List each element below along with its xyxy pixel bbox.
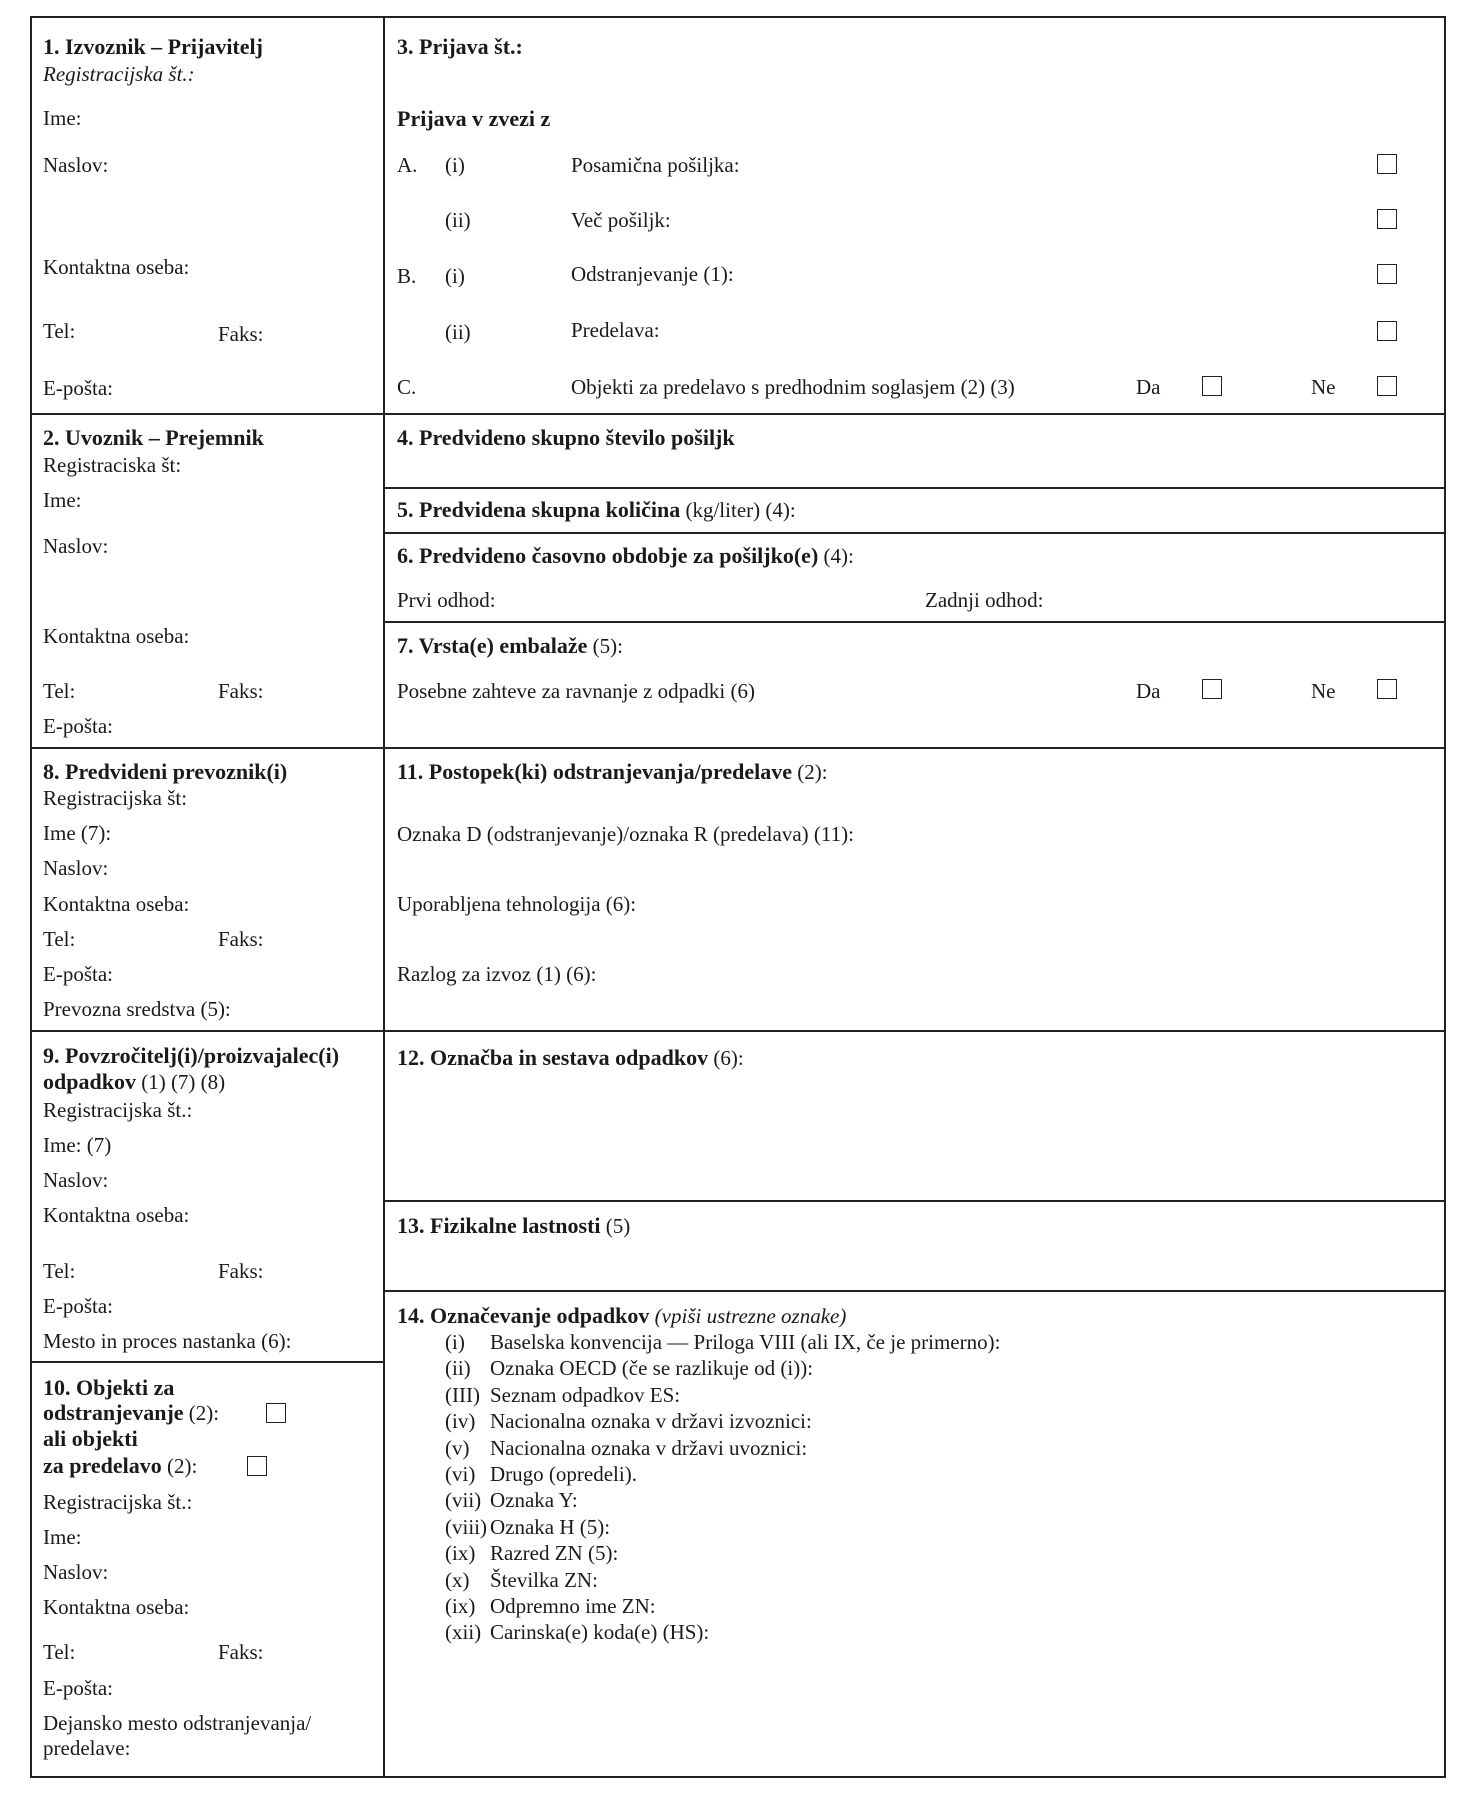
box1-title: 1. Izvoznik – Prijavitelj bbox=[43, 34, 263, 59]
box10-site-line1: Dejansko mesto odstranjevanja/ bbox=[43, 1711, 312, 1735]
box14-item-number: (x) bbox=[445, 1567, 470, 1592]
box12-line bbox=[397, 1047, 744, 1069]
box10-contact: Kontaktna oseba: bbox=[43, 1595, 190, 1619]
box14-item-number: (xii) bbox=[445, 1620, 482, 1645]
box8-email: E-pošta: bbox=[43, 962, 113, 986]
disposal-checkbox[interactable] bbox=[1377, 264, 1397, 284]
box9-process: Mesto in proces nastanka (6): bbox=[43, 1329, 292, 1353]
box8-name: Ime (7): bbox=[43, 821, 112, 845]
box13-line bbox=[397, 1215, 630, 1237]
box14-item-number: (ix) bbox=[445, 1594, 476, 1618]
box14-item-number: (ix) bbox=[445, 1541, 476, 1566]
preconsented-no-checkbox[interactable] bbox=[1377, 376, 1397, 396]
box11-reason: Razlog za izvoz (1) (6): bbox=[397, 962, 597, 986]
box6-note: (4): bbox=[823, 544, 854, 568]
box3-row-a2-label: Več pošiljk: bbox=[571, 208, 671, 232]
box7-title: 7. Vrsta(e) embalaže bbox=[397, 633, 588, 658]
box1-name: Ime: bbox=[43, 106, 82, 130]
divider-box8-box9 bbox=[30, 1030, 1446, 1032]
divider-box12-box13 bbox=[384, 1200, 1446, 1202]
divider-box6-box7 bbox=[384, 621, 1446, 623]
box9-address: Naslov: bbox=[43, 1168, 109, 1192]
box11-line bbox=[397, 761, 828, 783]
box14-heading bbox=[397, 1305, 846, 1327]
box8-fax: Faks: bbox=[218, 927, 264, 951]
divider-box2-box8 bbox=[30, 747, 1446, 749]
box6-last-departure: Zadnji odhod: bbox=[925, 588, 1044, 612]
box3-row-b-letter: B. bbox=[397, 264, 417, 288]
box10-disposal-label: odstranjevanje bbox=[43, 1400, 184, 1425]
box6-line bbox=[397, 545, 854, 567]
box3-title: 3. Prijava št.: bbox=[397, 34, 523, 59]
box14-item-text: Baselska konvencija — Priloga VIII (ali IX, če je primerno): bbox=[490, 1330, 1001, 1354]
box11-technology: Uporabljena tehnologija (6): bbox=[397, 892, 637, 916]
box8-registration: Registracijska št: bbox=[43, 786, 188, 810]
box14-item-number: (iv) bbox=[445, 1409, 476, 1434]
box13-title: 13. Fizikalne lastnosti bbox=[397, 1213, 601, 1238]
divider-box4-box5 bbox=[384, 487, 1446, 489]
multiple-shipments-checkbox[interactable] bbox=[1377, 209, 1397, 229]
box10-address: Naslov: bbox=[43, 1560, 109, 1584]
box2-tel: Tel: bbox=[43, 679, 76, 703]
box7-special-handling bbox=[397, 681, 755, 702]
box10-title-line1: 10. Objekti za bbox=[43, 1375, 175, 1400]
box7-no-label: Ne bbox=[1311, 679, 1336, 703]
box10-registration: Registracijska št.: bbox=[43, 1490, 193, 1514]
box14-item-number: (v) bbox=[445, 1435, 470, 1460]
box11-code: Oznaka D (odstranjevanje)/oznaka R (predelava) (11): bbox=[397, 822, 854, 846]
box14-item-number: (i) bbox=[445, 1330, 465, 1354]
box2-address: Naslov: bbox=[43, 534, 109, 558]
box9-title-line2 bbox=[43, 1071, 225, 1093]
box10-title-line2 bbox=[43, 1402, 219, 1424]
box8-address: Naslov: bbox=[43, 856, 109, 880]
box14-item-text: Odpremno ime ZN: bbox=[490, 1594, 656, 1618]
divider-box13-box14 bbox=[384, 1290, 1446, 1292]
box3-row-c-text: Objekti za predelavo s predhodnim soglasjem bbox=[571, 375, 956, 399]
box14-item-number: (ii) bbox=[445, 1356, 471, 1381]
box7-yes-label: Da bbox=[1136, 679, 1161, 703]
box10-recovery-label: za predelavo bbox=[43, 1453, 162, 1478]
box1-address: Naslov: bbox=[43, 153, 109, 177]
box14-title: 14. Označevanje odpadkov bbox=[397, 1303, 650, 1328]
recovery-facility-checkbox[interactable] bbox=[247, 1456, 267, 1476]
box11-title: 11. Postopek(ki) odstranjevanja/predelave bbox=[397, 759, 792, 784]
box14-item-number: (vi) bbox=[445, 1462, 476, 1486]
box14-item-text: Seznam odpadkov ES: bbox=[490, 1382, 681, 1407]
box9-email: E-pošta: bbox=[43, 1294, 113, 1318]
box3-row-c-label bbox=[571, 377, 1015, 398]
box14-item-number: (viii) bbox=[445, 1514, 487, 1539]
box10-tel: Tel: bbox=[43, 1640, 76, 1664]
column-divider bbox=[383, 16, 385, 1778]
box3-row-a-letter: A. bbox=[397, 153, 418, 177]
box3-subtitle: Prijava v zvezi z bbox=[397, 106, 551, 131]
box5-unit: (kg/liter) bbox=[685, 498, 761, 522]
box1-email: E-pošta: bbox=[43, 376, 113, 400]
box3-row-a1-label: Posamična pošiljka: bbox=[571, 153, 740, 177]
box4-title: 4. Predvideno skupno število pošiljk bbox=[397, 425, 735, 450]
box3-no-label: Ne bbox=[1311, 375, 1336, 399]
box11-note: (2): bbox=[797, 760, 828, 784]
box8-contact: Kontaktna oseba: bbox=[43, 892, 190, 916]
box14-item-text: Carinska(e) koda(e) (HS): bbox=[490, 1620, 710, 1645]
box8-transport: Prevozna sredstva (5): bbox=[43, 997, 231, 1021]
box5-title: 5. Predvidena skupna količina bbox=[397, 497, 681, 522]
box9-name: Ime: (7) bbox=[43, 1133, 112, 1157]
box3-row-a2-number: (ii) bbox=[445, 208, 471, 232]
divider-box1-box2 bbox=[30, 413, 1446, 415]
box3-row-c-letter: C. bbox=[397, 375, 417, 399]
box3-row-b1-number: (i) bbox=[445, 264, 465, 288]
divider-box9-box10 bbox=[30, 1361, 384, 1363]
box2-name: Ime: bbox=[43, 488, 82, 512]
box3-row-b1-label bbox=[571, 264, 734, 285]
box3-row-b2-label: Predelava: bbox=[571, 318, 660, 342]
box14-item-text: Drugo (opredeli). bbox=[490, 1462, 637, 1486]
box10-recovery-note: (2): bbox=[167, 1454, 198, 1478]
box14-item-text: Nacionalna oznaka v državi uvoznici: bbox=[490, 1435, 808, 1460]
box7-special-note: (6) bbox=[730, 679, 756, 703]
box14-item-text: Razred ZN (5): bbox=[490, 1541, 619, 1566]
box10-fax: Faks: bbox=[218, 1640, 264, 1664]
box14-item-text: Oznaka H (5): bbox=[490, 1514, 611, 1539]
box9-title-word: odpadkov bbox=[43, 1069, 136, 1094]
box9-title-notes: (1) (7) (8) bbox=[141, 1070, 226, 1094]
box2-contact: Kontaktna oseba: bbox=[43, 624, 190, 648]
box3-row-a1-number: (i) bbox=[445, 153, 465, 177]
box2-title: 2. Uvoznik – Prejemnik bbox=[43, 425, 264, 450]
box9-title-line1: 9. Povzročitelj(i)/proizvajalec(i) bbox=[43, 1043, 340, 1068]
recovery-checkbox[interactable] bbox=[1377, 321, 1397, 341]
box14-item-text: Številka ZN: bbox=[490, 1567, 598, 1592]
box2-fax: Faks: bbox=[218, 679, 264, 703]
box3-yes-label: Da bbox=[1136, 375, 1161, 399]
box6-first-departure: Prvi odhod: bbox=[397, 588, 496, 612]
box3-row-b2-number: (ii) bbox=[445, 320, 471, 344]
box14-item-text: Oznaka OECD (če se razlikuje od (i)): bbox=[490, 1356, 814, 1381]
box10-email: E-pošta: bbox=[43, 1676, 113, 1700]
box14-item-number: (III) bbox=[445, 1382, 480, 1407]
box12-title: 12. Označba in sestava odpadkov bbox=[397, 1045, 709, 1070]
box1-contact: Kontaktna oseba: bbox=[43, 255, 190, 279]
box3-row-c-notes: (2) (3) bbox=[960, 375, 1015, 399]
box7-line bbox=[397, 635, 623, 657]
box14-item-text: Nacionalna oznaka v državi izvoznici: bbox=[490, 1409, 812, 1434]
box14-item-text: Oznaka Y: bbox=[490, 1488, 578, 1513]
single-shipment-checkbox[interactable] bbox=[1377, 154, 1397, 174]
special-handling-no-checkbox[interactable] bbox=[1377, 679, 1397, 699]
box10-title-line3: ali objekti bbox=[43, 1426, 138, 1451]
disposal-facility-checkbox[interactable] bbox=[266, 1403, 286, 1423]
box10-site-line2: predelave: bbox=[43, 1736, 131, 1760]
box14-item-number: (vii) bbox=[445, 1488, 482, 1513]
box1-registration: Registracijska št.: bbox=[43, 62, 195, 86]
box9-contact: Kontaktna oseba: bbox=[43, 1203, 190, 1227]
box5-note: (4): bbox=[765, 498, 796, 522]
divider-box5-box6 bbox=[384, 532, 1446, 534]
box1-fax: Faks: bbox=[218, 322, 264, 346]
box3-row-b1-note: (1): bbox=[703, 262, 734, 286]
box6-title: 6. Predvideno časovno obdobje za pošiljko(e) bbox=[397, 543, 819, 568]
box2-registration: Registraciska št: bbox=[43, 453, 182, 477]
box9-fax: Faks: bbox=[218, 1259, 264, 1283]
box9-tel: Tel: bbox=[43, 1259, 76, 1283]
form-frame bbox=[30, 16, 1446, 1778]
box5-line bbox=[397, 499, 796, 521]
box10-title-line4 bbox=[43, 1455, 197, 1477]
box13-note: (5) bbox=[605, 1214, 631, 1238]
box8-tel: Tel: bbox=[43, 927, 76, 951]
box2-email: E-pošta: bbox=[43, 714, 113, 738]
box14-hint: (vpiši ustrezne oznake) bbox=[654, 1304, 847, 1328]
box8-title: 8. Predvideni prevoznik(i) bbox=[43, 759, 288, 784]
box12-note: (6): bbox=[713, 1046, 744, 1070]
box1-tel: Tel: bbox=[43, 319, 76, 343]
box3-row-b1-text: Odstranjevanje bbox=[571, 262, 699, 286]
special-handling-yes-checkbox[interactable] bbox=[1202, 679, 1222, 699]
box7-note: (5): bbox=[592, 634, 623, 658]
preconsented-yes-checkbox[interactable] bbox=[1202, 376, 1222, 396]
box10-name: Ime: bbox=[43, 1525, 82, 1549]
box10-disposal-note: (2): bbox=[188, 1401, 220, 1425]
box7-special-text: Posebne zahteve za ravnanje z odpadki bbox=[397, 679, 726, 703]
box9-registration: Registracijska št.: bbox=[43, 1098, 193, 1122]
